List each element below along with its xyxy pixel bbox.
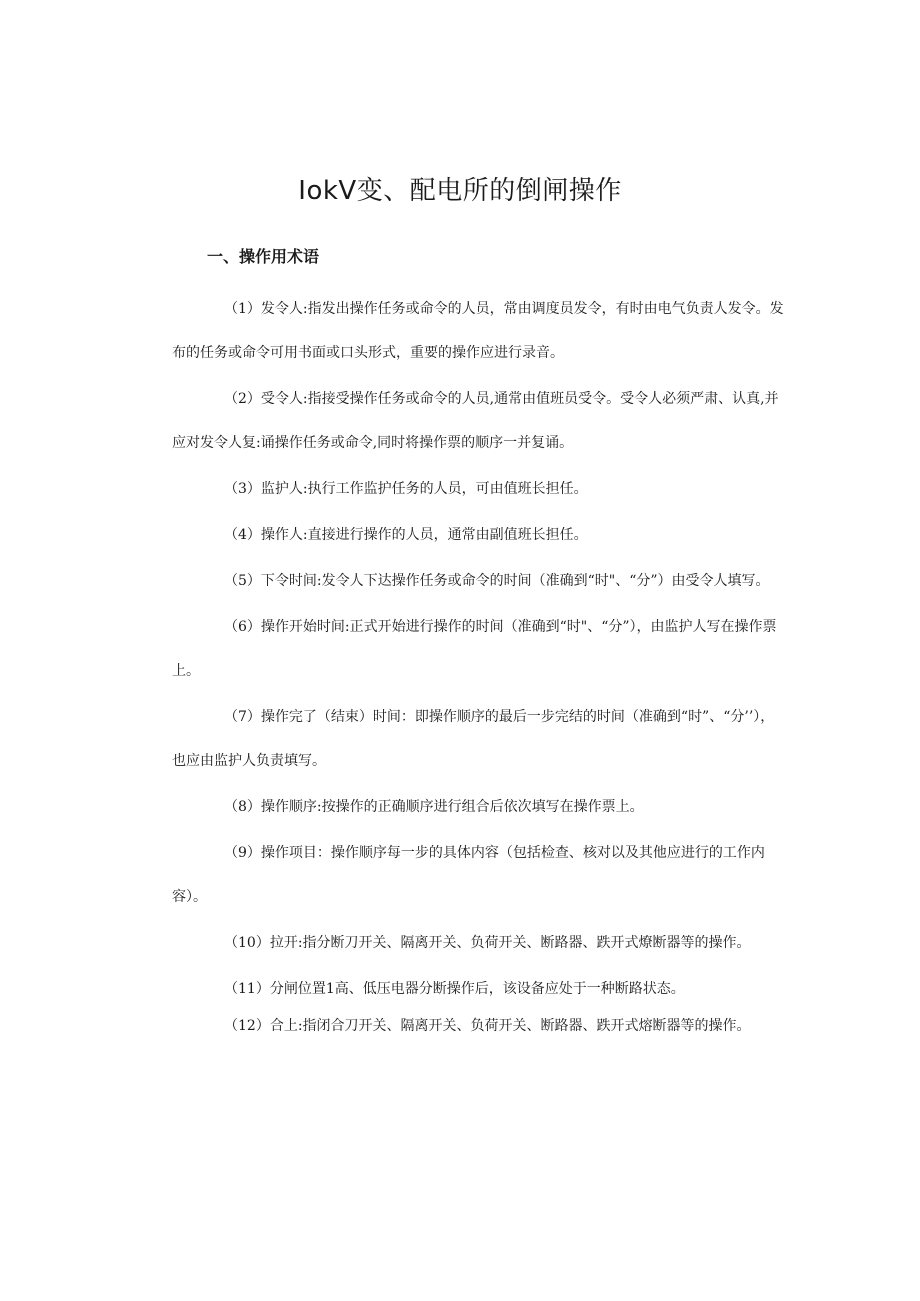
section-heading: 一、操作用术语 — [207, 247, 320, 266]
page-title: IokV变、配电所的倒闸操作 — [298, 176, 622, 206]
body-text — [172, 287, 784, 1039]
paragraph-7: （7）操作完了（结束）时间：即操作顺序的最后一步完结的时间（准确到“时”、“分’’），也应由监护人负责填写。 — [172, 709, 775, 769]
paragraph-5: （5）下令时间:发令人下达操作任务或命令的时间（准确到“时"、“分”）由受令人填写。 — [224, 573, 770, 589]
paragraph-11: （11）分闸位置1高、低压电器分断操作后，该设备应处于一种断路状态。 — [224, 981, 685, 997]
paragraph-10: （10）拉开:指分断刀开关、隔离开关、负荷开关、断路器、跌开式燎断器等的操作。 — [224, 935, 751, 951]
paragraph-8: （8）操作顺序:按操作的正确顺序进行组合后依次填写在操作票上。 — [224, 799, 644, 815]
paragraph-3: （3）监护人:执行工作监护任务的人员，可由值班长担任。 — [224, 481, 588, 497]
paragraph-1: （1）发令人:指发出操作任务或命令的人员，常由调度员发令，有时由电气负责人发令。发布的任务或命令可用书面或口头形式，重要的操作应进行录音。 — [172, 301, 784, 361]
paragraph-4: （4）操作人:直接进行操作的人员，通常由副值班长担任。 — [224, 527, 588, 543]
paragraph-6: （6）操作开始时间:正式开始进行操作的时间（准确到“时"、“分”），由监护人写在操作票上。 — [172, 619, 777, 679]
paragraph-12: （12）合上:指闭合刀开关、隔离开关、负荷开关、断路器、跌开式熔断器等的操作。 — [224, 1018, 751, 1034]
paragraph-2: （2）受令人:指接受操作任务或命令的人员,通常由值班员受令。受令人必须严肃、认真,并应对发令人复:诵操作任务或命令,同时将操作票的顺序一并复诵。 — [172, 391, 779, 451]
paragraph-9: （9）操作项目：操作顺序每一步的具体内容（包括检查、核对以及其他应进行的工作内容）。 — [172, 845, 765, 905]
